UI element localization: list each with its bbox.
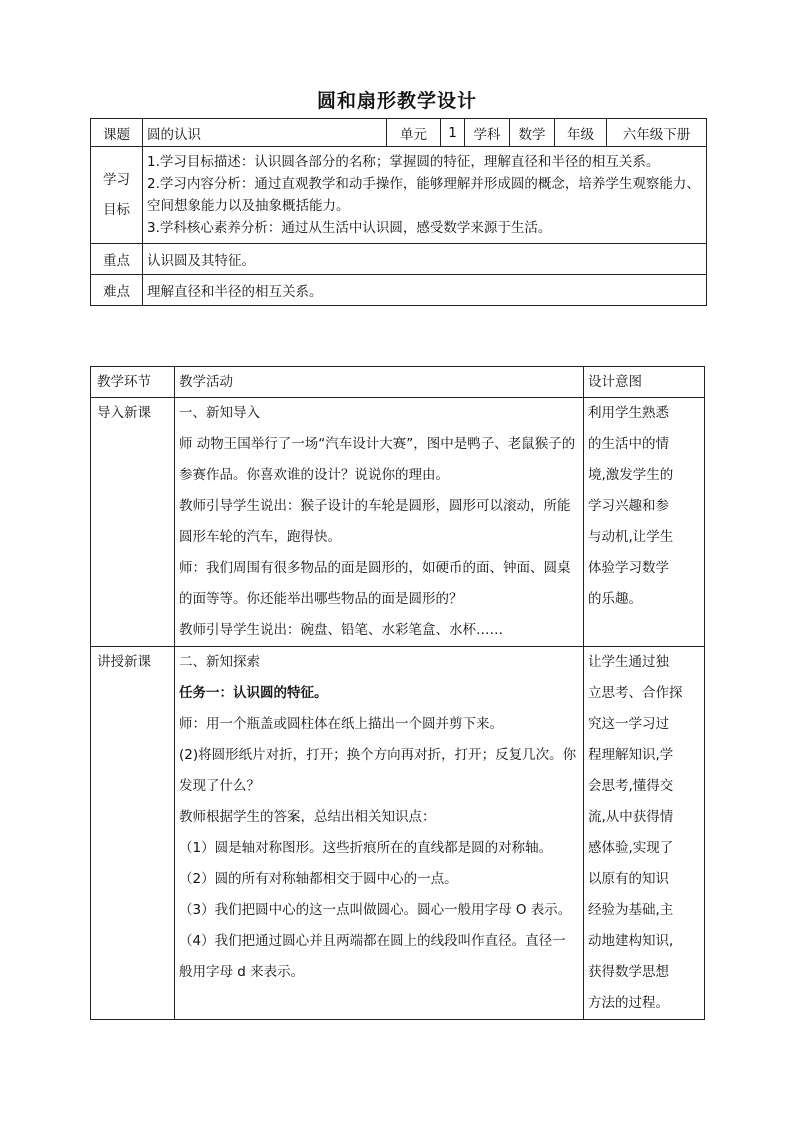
- difficulty-label: 难点: [91, 275, 143, 306]
- goals-label-line: 目标: [103, 202, 130, 218]
- activity-line: 一、新知导入: [179, 405, 260, 421]
- intent-line: 方法的过程。: [588, 995, 669, 1011]
- plan-header-row: [91, 367, 705, 398]
- activity-line: （3）我们把圆中心的这一点叫做圆心。圆心一般用字母 O 表示。: [179, 902, 572, 918]
- activity-line: （1）圆是轴对称图形。这些折痕所在的直线都是圆的对称轴。: [179, 840, 553, 856]
- stage-cell: 导入新课: [91, 398, 175, 647]
- topic-row: [91, 119, 707, 147]
- plan-row-new-lesson: [91, 647, 705, 1020]
- intent-line: 感体验,实现了: [588, 840, 674, 856]
- subject-value: 数学: [510, 119, 555, 147]
- intent-line: 境,激发学生的: [588, 467, 674, 483]
- intent-line: 立思考、合作探: [588, 685, 683, 701]
- activity-line: （2）圆的所有对称轴都相交于圆中心的一点。: [179, 871, 458, 887]
- document-title: 圆和扇形教学设计: [316, 90, 477, 112]
- intent-line: 以原有的知识: [588, 871, 669, 887]
- intent-line: 让学生通过独: [588, 654, 669, 670]
- goal-item: 1.学习目标描述：认识圆各部分的名称；掌握圆的特征，理解直径和半径的相互关系。: [147, 154, 660, 170]
- plan-row-intro: [91, 398, 705, 647]
- key-row: [91, 244, 707, 275]
- activity-line: 师：我们周围有很多物品的面是圆形的，如硬币的面、钟面、圆桌的面等等。你还能举出哪些物品的面是圆形的？: [179, 560, 571, 607]
- goal-item: 3.学科核心素养分析：通过从生活中认识圆，感受数学来源于生活。: [147, 220, 552, 236]
- intent-line: 学习兴趣和参: [588, 498, 669, 514]
- header-stage: 教学环节: [91, 367, 175, 398]
- intent-line: 的生活中的情: [588, 436, 669, 452]
- activity-line: 二、新知探索: [179, 654, 260, 670]
- unit-value: 1: [441, 119, 465, 147]
- topic-label: 课题: [91, 119, 143, 147]
- activity-task-heading: 任务一：认识圆的特征。: [179, 685, 328, 701]
- key-value: 认识圆及其特征。: [143, 244, 707, 275]
- intent-line: 流,从中获得情: [588, 809, 674, 825]
- subject-label: 学科: [465, 119, 510, 147]
- activity-line: (2)将圆形纸片对折，打开；换个方向再对折，打开；反复几次。你发现了什么？: [179, 747, 577, 794]
- goals-label: [91, 147, 143, 244]
- topic-value: 圆的认识: [143, 119, 387, 147]
- intent-line: 利用学生熟悉: [588, 405, 669, 421]
- intent-cell: [584, 398, 705, 647]
- activity-cell: [175, 647, 584, 1020]
- intent-line: 获得数学思想: [588, 964, 669, 980]
- activity-line: （4）我们把通过圆心并且两端都在圆上的线段叫作直径。直径一般用字母 d 来表示。: [179, 933, 566, 980]
- grade-label: 年级: [555, 119, 607, 147]
- activity-line: 师：用一个瓶盖或圆柱体在纸上描出一个圆并剪下来。: [179, 716, 503, 732]
- grade-value: 六年级下册: [607, 119, 707, 147]
- activity-cell: [175, 398, 584, 647]
- goals-row: [91, 147, 707, 244]
- header-activity: 教学活动: [175, 367, 584, 398]
- header-intent: 设计意图: [584, 367, 705, 398]
- activity-line: 师 动物王国举行了一场“汽车设计大赛”，图中是鸭子、老鼠猴子的参赛作品。你喜欢谁的设计？说说你的理由。: [179, 436, 576, 483]
- intent-line: 的乐趣。: [588, 591, 642, 607]
- intent-cell: [584, 647, 705, 1020]
- goals-label-line: 学习: [103, 172, 130, 188]
- course-info-table: [90, 118, 707, 306]
- intent-line: 究这一学习过: [588, 716, 669, 732]
- unit-label: 单元: [387, 119, 441, 147]
- difficulty-row: [91, 275, 707, 306]
- intent-line: 与动机,让学生: [588, 529, 674, 545]
- difficulty-value: 理解直径和半径的相互关系。: [143, 275, 707, 306]
- key-label: 重点: [91, 244, 143, 275]
- activity-line: 教师引导学生说出：碗盘、铅笔、水彩笔盒、水杯……: [179, 622, 503, 638]
- intent-line: 会思考,懂得交: [588, 778, 674, 794]
- goal-item: 2.学习内容分析：通过直观教学和动手操作，能够理解并形成圆的概念，培养学生观察能力、空间想象能力以及抽象概括能力。: [147, 176, 700, 214]
- intent-line: 动地建构知识,: [588, 933, 674, 949]
- goals-content: [143, 147, 707, 244]
- teaching-plan-table: [90, 366, 705, 1020]
- intent-line: 体验学习数学: [588, 560, 669, 576]
- intent-line: 程理解知识,学: [588, 747, 674, 763]
- stage-cell: 讲授新课: [91, 647, 175, 1020]
- intent-line: 经验为基础,主: [588, 902, 674, 918]
- activity-line: 教师引导学生说出：猴子设计的车轮是圆形，圆形可以滚动，所能圆形车轮的汽车，跑得快。: [179, 498, 571, 545]
- activity-line: 教师根据学生的答案，总结出相关知识点：: [179, 809, 436, 825]
